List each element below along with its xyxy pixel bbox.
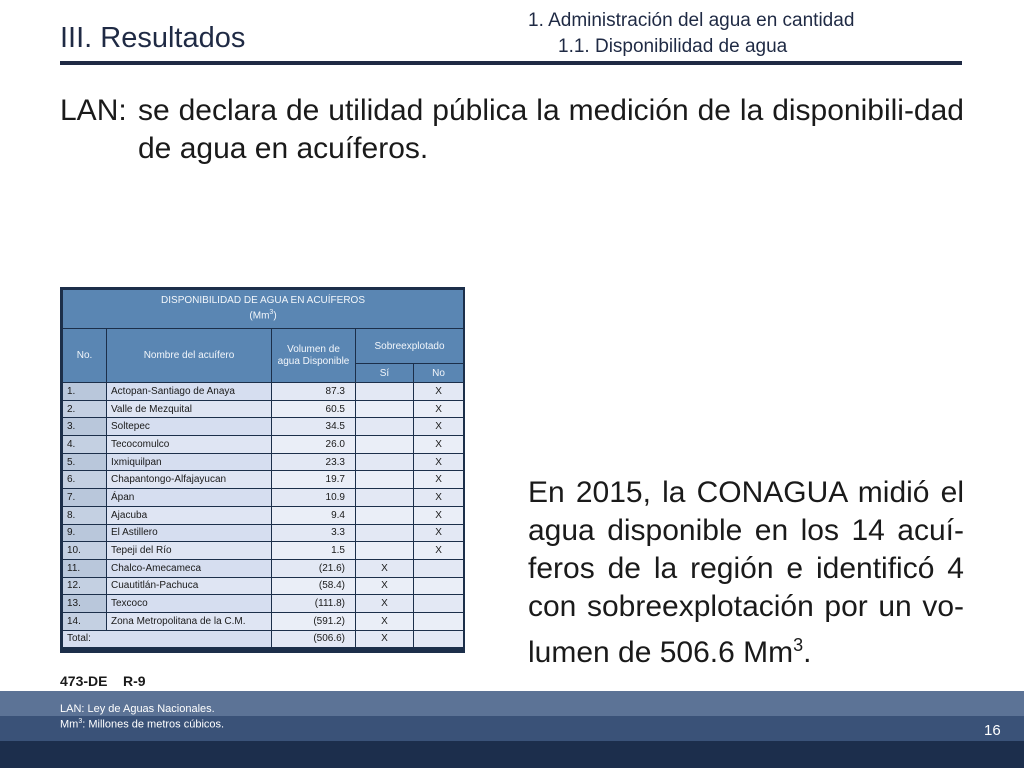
section-title: III. Resultados bbox=[60, 22, 246, 54]
cell-volume: 19.7 bbox=[272, 471, 356, 489]
cell-si bbox=[356, 436, 414, 454]
table-row bbox=[63, 418, 464, 436]
breadcrumb-level-2: 1.1. Disponibilidad de agua bbox=[558, 36, 788, 57]
table-row bbox=[63, 436, 464, 454]
cell-no: 7. bbox=[63, 489, 107, 507]
findings-text: En 2015, la CONAGUA midió el agua disponible en los 14 acuí-feros de la región e identificó 4 con sobreexplotación por un vo-lumen de 506.6 Mm bbox=[528, 476, 964, 669]
cell-aquifer-name: Actopan-Santiago de Anaya bbox=[107, 383, 272, 401]
table-title bbox=[63, 290, 464, 329]
lan-statement: se declara de utilidad pública la medición de la disponibili-dad de agua en acuíferos. bbox=[138, 94, 964, 165]
cell-no-over: X bbox=[414, 506, 464, 524]
cell-aquifer-name: Cuautitlán-Pachuca bbox=[107, 577, 272, 595]
footnote-mm3-pre: Mm bbox=[60, 718, 79, 731]
total-label: Total: bbox=[63, 630, 272, 648]
table-unit bbox=[67, 307, 459, 322]
cell-no: 10. bbox=[63, 542, 107, 560]
cell-no-over: X bbox=[414, 471, 464, 489]
cell-no-over: X bbox=[414, 524, 464, 542]
cell-no-over: X bbox=[414, 418, 464, 436]
table-row bbox=[63, 542, 464, 560]
table-row bbox=[63, 559, 464, 577]
footnote-mm3-sup: 3 bbox=[78, 718, 83, 725]
cell-si bbox=[356, 489, 414, 507]
cell-volume: 9.4 bbox=[272, 506, 356, 524]
cell-aquifer-name: Tecocomulco bbox=[107, 436, 272, 454]
cell-no-over bbox=[414, 595, 464, 613]
table-row bbox=[63, 489, 464, 507]
cell-si bbox=[356, 453, 414, 471]
cell-aquifer-name: Ajacuba bbox=[107, 506, 272, 524]
table-row bbox=[63, 471, 464, 489]
cell-aquifer-name: Ápan bbox=[107, 489, 272, 507]
cell-no: 8. bbox=[63, 506, 107, 524]
header-divider bbox=[60, 61, 962, 65]
cell-aquifer-name: Tepeji del Río bbox=[107, 542, 272, 560]
findings-paragraph bbox=[528, 474, 964, 672]
table-unit-post: ) bbox=[273, 310, 277, 322]
cell-si bbox=[356, 418, 414, 436]
cell-aquifer-name: Texcoco bbox=[107, 595, 272, 613]
cell-no: 1. bbox=[63, 383, 107, 401]
cell-aquifer-name: Ixmiquilpan bbox=[107, 453, 272, 471]
cell-no-over: X bbox=[414, 489, 464, 507]
lan-label: LAN: bbox=[60, 94, 127, 127]
cell-no-over: X bbox=[414, 383, 464, 401]
table-row bbox=[63, 453, 464, 471]
cell-no: 5. bbox=[63, 453, 107, 471]
col-header-no-over: No bbox=[414, 364, 464, 383]
cell-volume: 1.5 bbox=[272, 542, 356, 560]
table-unit-sup: 3 bbox=[269, 309, 274, 317]
findings-sup: 3 bbox=[793, 635, 804, 655]
cell-no-over: X bbox=[414, 542, 464, 560]
footnote-lan: LAN: Ley de Aguas Nacionales. bbox=[60, 703, 215, 715]
cell-si bbox=[356, 471, 414, 489]
cell-aquifer-name: Chalco-Amecameca bbox=[107, 559, 272, 577]
cell-no: 12. bbox=[63, 577, 107, 595]
findings-end: . bbox=[803, 636, 812, 669]
cell-no: 9. bbox=[63, 524, 107, 542]
col-header-name: Nombre del acuífero bbox=[107, 329, 272, 383]
cell-no: 3. bbox=[63, 418, 107, 436]
cell-volume: (58.4) bbox=[272, 577, 356, 595]
cell-volume: 23.3 bbox=[272, 453, 356, 471]
cell-aquifer-name: Valle de Mezquital bbox=[107, 400, 272, 418]
cell-si bbox=[356, 506, 414, 524]
total-si: X bbox=[356, 630, 414, 648]
cell-no: 2. bbox=[63, 400, 107, 418]
table-row bbox=[63, 383, 464, 401]
cell-si bbox=[356, 542, 414, 560]
cell-volume: (591.2) bbox=[272, 612, 356, 630]
table-row bbox=[63, 595, 464, 613]
cell-volume: 26.0 bbox=[272, 436, 356, 454]
table-row bbox=[63, 577, 464, 595]
cell-no: 4. bbox=[63, 436, 107, 454]
aquifer-table-grid bbox=[62, 289, 464, 648]
col-header-no: No. bbox=[63, 329, 107, 383]
cell-no: 13. bbox=[63, 595, 107, 613]
cell-no: 6. bbox=[63, 471, 107, 489]
cell-no-over bbox=[414, 577, 464, 595]
cell-volume: 3.3 bbox=[272, 524, 356, 542]
breadcrumb-level-1: 1. Administración del agua en cantidad bbox=[528, 10, 855, 31]
table-total-row bbox=[63, 630, 464, 648]
total-no-over bbox=[414, 630, 464, 648]
table-row bbox=[63, 524, 464, 542]
cell-si bbox=[356, 400, 414, 418]
cell-volume: 10.9 bbox=[272, 489, 356, 507]
cell-si: X bbox=[356, 577, 414, 595]
cell-no-over: X bbox=[414, 400, 464, 418]
cell-no-over bbox=[414, 612, 464, 630]
cell-aquifer-name: Zona Metropolitana de la C.M. bbox=[107, 612, 272, 630]
footer-band-dark bbox=[0, 741, 1024, 768]
cell-volume: (21.6) bbox=[272, 559, 356, 577]
breadcrumb bbox=[528, 8, 854, 60]
col-header-si: Sí bbox=[356, 364, 414, 383]
col-header-volume: Volumen de agua Disponible bbox=[272, 329, 356, 383]
cell-no-over bbox=[414, 559, 464, 577]
cell-volume: 87.3 bbox=[272, 383, 356, 401]
table-row bbox=[63, 612, 464, 630]
aquifer-table-body bbox=[63, 290, 464, 648]
total-volume: (506.6) bbox=[272, 630, 356, 648]
col-header-overexploited: Sobreexplotado bbox=[356, 329, 464, 364]
cell-no: 14. bbox=[63, 612, 107, 630]
cell-no-over: X bbox=[414, 453, 464, 471]
footnote-mm3-post: : Millones de metros cúbicos. bbox=[82, 718, 225, 731]
table-title-text: DISPONIBILIDAD DE AGUA EN ACUÍFEROS bbox=[161, 295, 365, 307]
cell-si bbox=[356, 524, 414, 542]
cell-volume: 34.5 bbox=[272, 418, 356, 436]
cell-aquifer-name: Soltepec bbox=[107, 418, 272, 436]
cell-volume: 60.5 bbox=[272, 400, 356, 418]
footnote-mm3 bbox=[60, 718, 224, 731]
cell-si: X bbox=[356, 612, 414, 630]
audit-code: 473-DE R-9 bbox=[60, 673, 146, 689]
cell-aquifer-name: El Astillero bbox=[107, 524, 272, 542]
aquifer-table bbox=[60, 287, 465, 653]
cell-si bbox=[356, 383, 414, 401]
cell-aquifer-name: Chapantongo-Alfajayucan bbox=[107, 471, 272, 489]
cell-no-over: X bbox=[414, 436, 464, 454]
cell-si: X bbox=[356, 595, 414, 613]
cell-volume: (111.8) bbox=[272, 595, 356, 613]
table-unit-pre: (Mm bbox=[249, 310, 270, 322]
table-row bbox=[63, 400, 464, 418]
table-row bbox=[63, 506, 464, 524]
cell-si: X bbox=[356, 559, 414, 577]
page-number: 16 bbox=[984, 722, 1001, 739]
cell-no: 11. bbox=[63, 559, 107, 577]
